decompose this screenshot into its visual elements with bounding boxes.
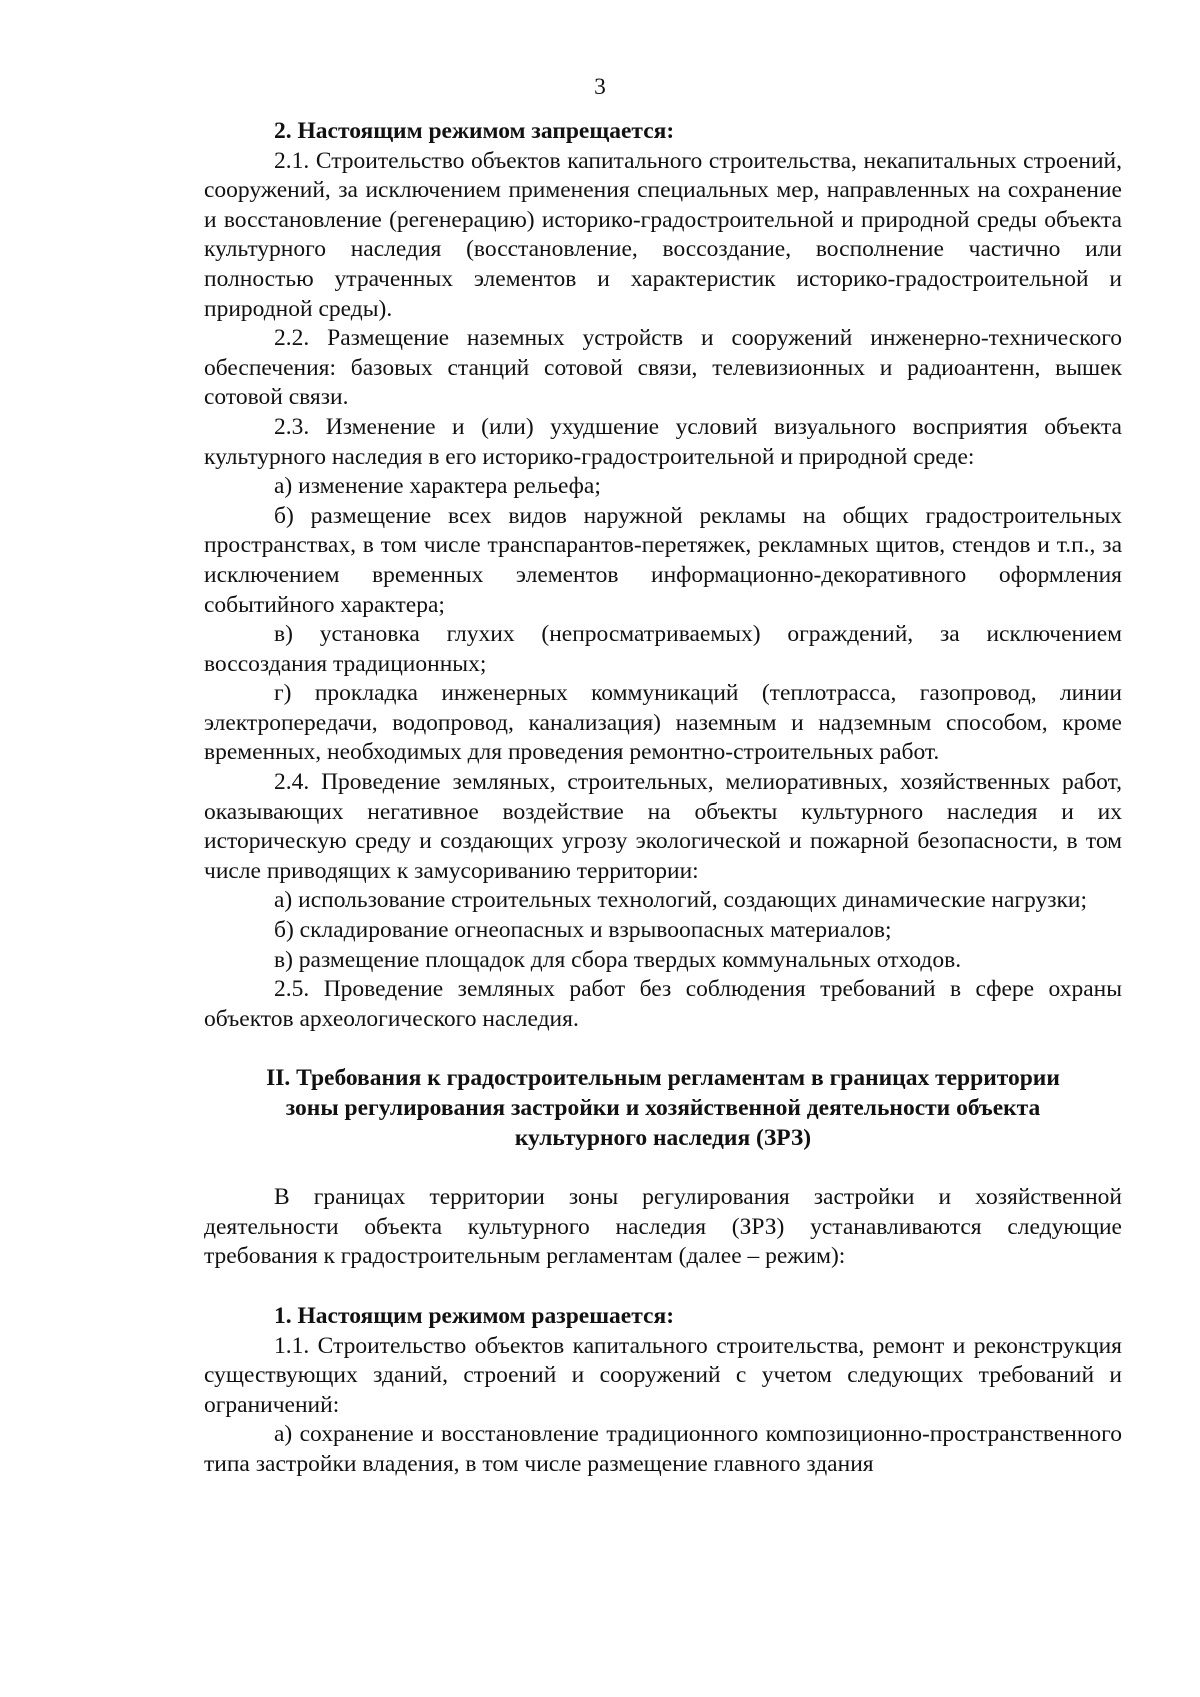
paragraph-2-1: 2.1. Строительство объектов капитального строительства, некапитальных строений, сооружений, за исключением применения специальных мер, направленных на сохранение и восстановление (регенерацию) историко-градостроительной и природной среды объекта культурного наследия (восстановление, воссоздание, восполнение частично или полностью утраченных элементов и характеристик историко-градостроительной и природной среды).: [204, 147, 1122, 322]
list-item-2-3-b: б) размещение всех видов наружной рекламы на общих градостроительных пространствах, в том числе транспарантов-перетяжек, рекламных щитов, стендов и т.п., за исключением временных элементов информационно-декоративного оформления событийного характера;: [204, 502, 1122, 618]
list-item-2-3-g: г) прокладка инженерных коммуникаций (теплотрасса, газопровод, линии электропередачи, водопровод, канализация) наземным и надземным способом, кроме временных, необходимых для проведения ремонтно-строительных работ.: [204, 680, 1122, 766]
spacer: [204, 1153, 1122, 1183]
list-item-2-4-a: а) использование строительных технологий, создающих динамические нагрузки;: [274, 887, 1088, 914]
section-heading-permitted: 1. Настоящим режимом разрешается:: [274, 1302, 675, 1329]
spacer: [204, 1272, 1122, 1302]
page-content: [204, 117, 1122, 1480]
paragraph-2-4: 2.4. Проведение земляных, строительных, мелиоративных, хозяйственных работ, оказывающих негативное воздействие на объекты культурного наследия и их историческую среду и создающих угрозу экологической и пожарной безопасности, в том числе приводящих к замусориванию территории:: [204, 769, 1122, 884]
paragraph-2-3: 2.3. Изменение и (или) ухудшение условий визуального восприятия объекта культурного наследия в его историко-градостроительной и природной среде:: [204, 413, 1122, 470]
paragraph-1-1: 1.1. Строительство объектов капитального строительства, ремонт и реконструкция существующих зданий, строений и сооружений с учетом следующих требований и ограничений:: [204, 1332, 1122, 1418]
list-item-2-4-b: б) складирование огнеопасных и взрывоопасных материалов;: [274, 917, 892, 944]
section-title-zrz: II. Требования к градостроительным регламентам в границах территории зоны регулирования застройки и хозяйственной деятельности объекта культурного наследия (ЗРЗ): [266, 1065, 1060, 1151]
paragraph-2-2: 2.2. Размещение наземных устройств и сооружений инженерно-технического обеспечения: базовых станций сотовой связи, телевизионных и радиоантенн, вышек сотовой связи.: [204, 325, 1122, 411]
section-intro: В границах территории зоны регулирования застройки и хозяйственной деятельности объекта культурного наследия (ЗРЗ) устанавливаются следующие требования к градостроительным регламентам (далее – режим):: [204, 1184, 1122, 1270]
paragraph-2-5: 2.5. Проведение земляных работ без соблюдения требований в сфере охраны объектов археологического наследия.: [204, 976, 1122, 1032]
page-number: 3: [594, 74, 606, 100]
list-item-2-3-a: а) изменение характера рельефа;: [274, 473, 601, 500]
list-item-2-4-v: в) размещение площадок для сбора твердых коммунальных отходов.: [274, 946, 962, 973]
list-item-2-3-v: в) установка глухих (непросматриваемых) ограждений, за исключением воссоздания традиционных;: [204, 621, 1122, 677]
list-item-1-1-a: а) сохранение и восстановление традиционного композиционно-пространственного типа застройки владения, в том числе размещение главного здания: [204, 1421, 1122, 1477]
section-heading-prohibited: 2. Настоящим режимом запрещается:: [274, 118, 675, 144]
